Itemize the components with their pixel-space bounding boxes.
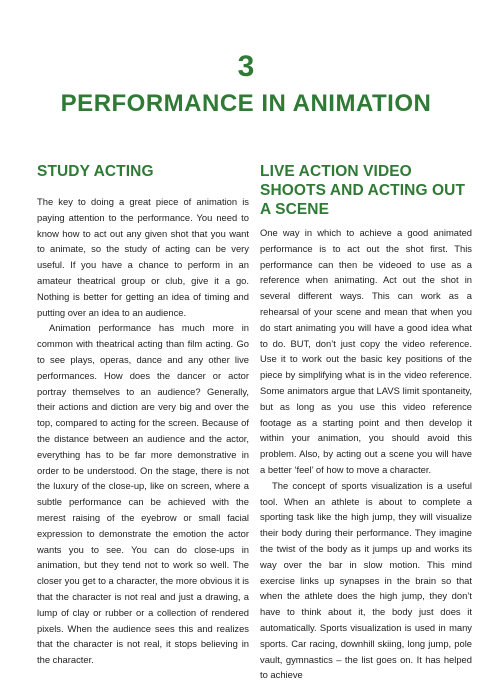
body-paragraph: The key to doing a great piece of animation is paying attention to the performance. You need to know how to act out any given shot that you want to animate, so the study of acting can be very useful. If you have a chance to perform in an amateur theatrical group or club, give it a go. Nothing is better for getting an idea of timing and putting over an idea to an audience. xyxy=(37,196,249,318)
left-column xyxy=(37,162,249,668)
right-column xyxy=(260,162,472,683)
section-heading-study-acting: STUDY ACTING xyxy=(37,163,154,180)
chapter-title: PERFORMANCE IN ANIMATION xyxy=(60,90,432,117)
chapter-number: 3 xyxy=(237,50,255,83)
body-paragraph: Animation performance has much more in common with theatrical acting than film acting. Go to see plays, operas, dance and any other live performances. How does the dancer or actor portray themselves to an audience? Generally, their actions and diction are very big and over the top, compared to acting for the screen. Because of the distance between an audience and the actor, everything has to be far more demonstrative in order to be understood. On the stage, there is not the luxury of the close-up, like on screen, where a subtle performance can be achieved with the merest raising of the eyebrow or small facial expression to demonstrate the emotion the actor wants you to see. You can do close-ups in animation, but they tend not to work so well. The closer you get to a character, the more obvious it is that the character is not real and just a drawing, a lump of clay or rubber or a collection of rendered pixels. When the audience sees this and realizes that the character is not real, it stops believing in the character. xyxy=(37,322,249,666)
section-heading-live-action: LIVE ACTION VIDEO SHOOTS AND ACTING OUT A SCENE xyxy=(260,163,466,218)
body-paragraph: One way in which to achieve a good animated performance is to act out the shot first. This performance can then be videoed to use as a reference when animating. Act out the shot in several different ways. This can work as a rehearsal of your scene and mean that when you do start animating you will have a good idea what to do. BUT, don’t just copy the video reference. Use it to work out the basic key positions of the piece by simplifying what is in the video reference. Some animators argue that LAVS limit spontaneity, but as long as you use this video reference footage as a starting point and then develop it within your animation, you should avoid this problem. Also, by acting out a scene you will have a better ‘feel’ of how to move a character. xyxy=(260,227,472,475)
body-paragraph: The concept of sports visualization is a useful tool. When an athlete is about to complete a sporting task like the high jump, they will visualize their body during their performance. They imagine the twist of the body as it jumps up and works its way over the bar in slow motion. This mind exercise links up synapses in the brain so that when the athlete does the high jump, they don’t have to think about it, the body just does it automatically. Sports visualization is used in many sports. Car racing, downhill skiing, long jump, pole vault, gymnastics – the list goes on. It has helped to achieve xyxy=(260,479,472,681)
